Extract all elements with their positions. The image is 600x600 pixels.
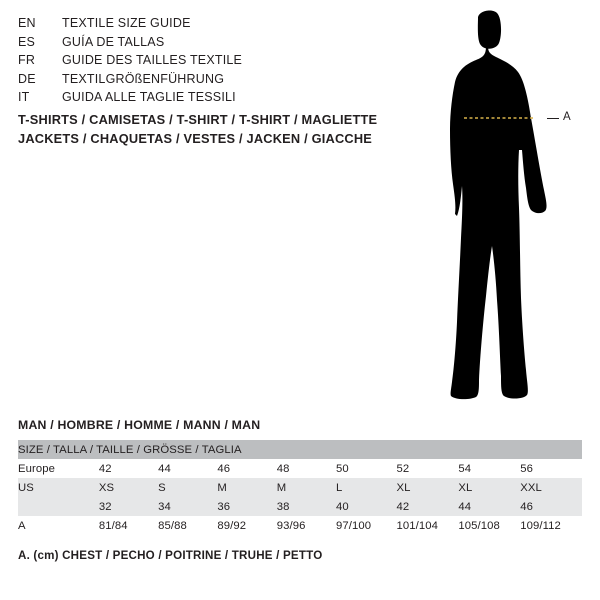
cell: 44 [158,459,217,478]
table-title: MAN / HOMBRE / HOMME / MANN / MAN [18,418,261,432]
cell: 32 [99,497,158,516]
category-jackets: JACKETS / CHAQUETAS / VESTES / JACKEN / GIACCHE [18,131,373,146]
category-tshirts: T-SHIRTS / CAMISETAS / T-SHIRT / T-SHIRT / MAGLIETTE [18,112,378,127]
cell: 34 [158,497,217,516]
cell: 85/88 [158,516,217,535]
cell: 109/112 [520,516,582,535]
cell: M [277,478,336,497]
row-label: A [18,516,99,535]
cell: 42 [397,497,459,516]
cell: 40 [336,497,397,516]
table-header-row [18,440,582,459]
language-row [18,53,368,72]
size-table [18,440,582,535]
language-code: EN [18,16,36,30]
cell: 48 [277,459,336,478]
language-text: GUÍA DE TALLAS [62,34,165,49]
cell: S [158,478,217,497]
language-code: ES [18,34,36,49]
language-text: TEXTILE SIZE GUIDE [62,16,191,30]
language-row [18,90,368,109]
language-text: TEXTILGRÖßENFÜHRUNG [62,71,225,86]
male-figure-illustration [400,10,600,410]
language-code: FR [18,53,36,67]
cell: 46 [217,459,276,478]
cell: 46 [520,497,582,516]
language-row [18,72,368,91]
cell: 44 [458,497,520,516]
cell: 50 [336,459,397,478]
row-label [18,497,99,516]
cell: 97/100 [336,516,397,535]
table-row [18,478,582,497]
category-headings [18,110,418,148]
cell: 54 [458,459,520,478]
callout-label-a: A [563,111,571,123]
cell: 101/104 [397,516,459,535]
cell: 38 [277,497,336,516]
cell: 52 [397,459,459,478]
callout-leader-line [547,118,559,119]
footnote-chest-measure: A. (cm) CHEST / PECHO / POITRINE / TRUHE / PETTO [18,549,323,562]
language-list [18,16,368,109]
row-label: Europe [18,459,99,478]
table-header-label: SIZE / TALLA / TAILLE / GRÖSSE / TAGLIA [18,440,582,459]
cell: 89/92 [217,516,276,535]
cell: XL [458,478,520,497]
cell: XXL [520,478,582,497]
cell: 42 [99,459,158,478]
cell: 105/108 [458,516,520,535]
cell: 56 [520,459,582,478]
cell: 93/96 [277,516,336,535]
language-row [18,35,368,54]
language-code: IT [18,90,30,104]
cell: XS [99,478,158,497]
cell: XL [397,478,459,497]
language-text: GUIDE DES TAILLES TEXTILE [62,53,243,67]
language-text: GUIDA ALLE TAGLIE TESSILI [62,90,236,104]
language-code: DE [18,71,36,86]
cell: L [336,478,397,497]
table-row [18,516,582,535]
cell: M [217,478,276,497]
language-row [18,16,368,35]
cell: 36 [217,497,276,516]
row-label: US [18,478,99,497]
table-row [18,459,582,478]
figure-silhouette-icon [400,10,600,410]
table-row [18,497,582,516]
cell: 81/84 [99,516,158,535]
